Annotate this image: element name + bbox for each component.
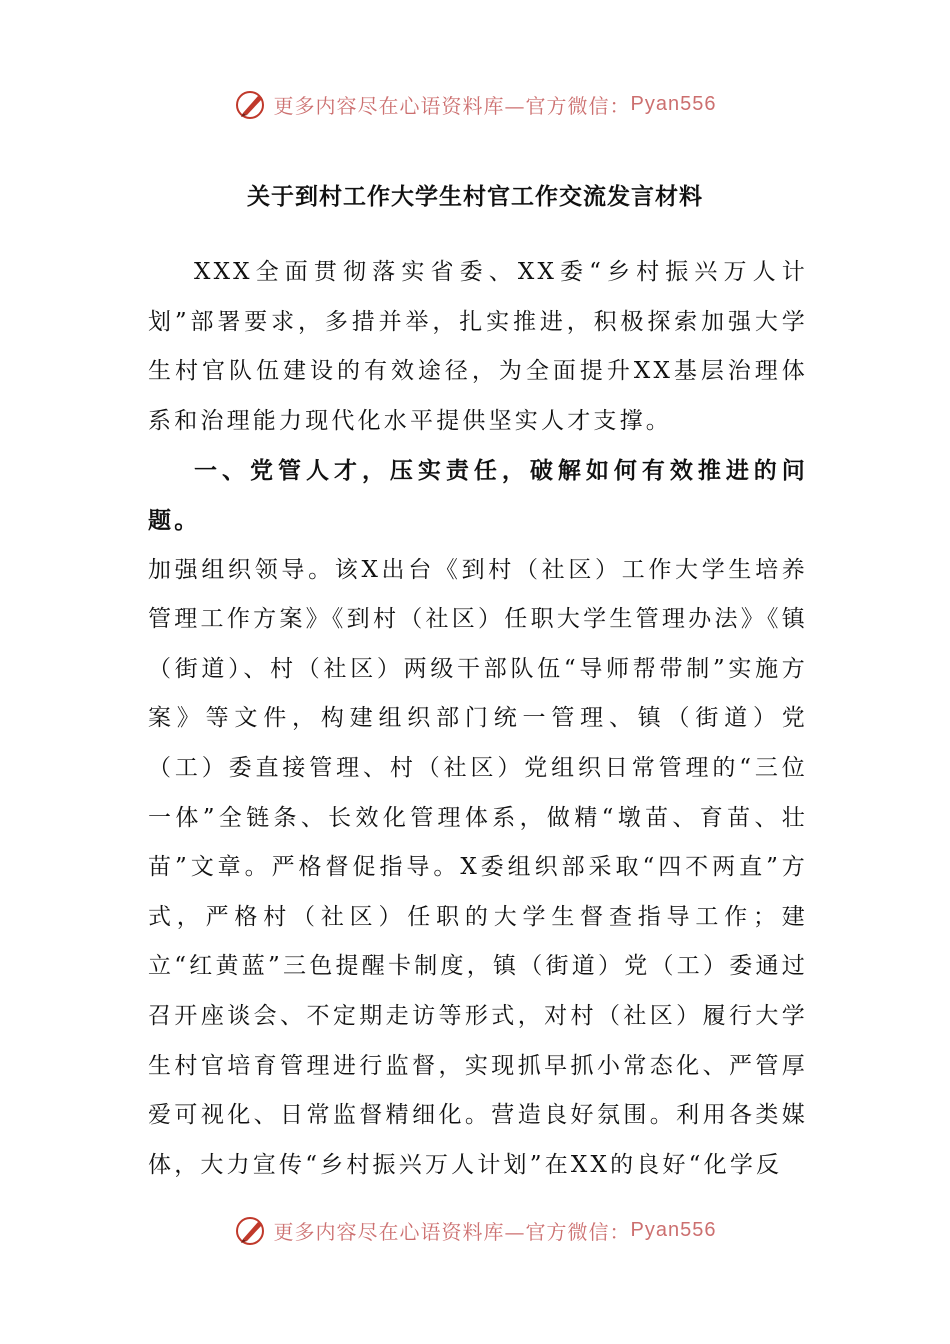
pen-logo-icon bbox=[234, 87, 268, 121]
pen-logo-icon bbox=[234, 1213, 268, 1247]
watermark-banner-bottom bbox=[0, 1210, 950, 1250]
watermark-text: 更多内容尽在心语资料库—官方微信： bbox=[273, 1219, 631, 1244]
watermark-text: 更多内容尽在心语资料库—官方微信： bbox=[273, 93, 631, 118]
watermark-wechat-id: Pyan556 bbox=[630, 92, 717, 115]
section-heading-1: 一、党管人才，压实责任，破解如何有效推进的问题。 bbox=[148, 457, 808, 534]
watermark-banner-top bbox=[0, 84, 950, 124]
watermark-wechat-id: Pyan556 bbox=[630, 1218, 717, 1241]
intro-paragraph: XXX全面贯彻落实省委、XX委“乡村振兴万人计划”部署要求，多措并举，扎实推进，积极探索加强大学生村官队伍建设的有效途径，为全面提升XX基层治理体系和治理能力现代化水平提供坚实人才支撑。 bbox=[148, 259, 808, 434]
section-1-paragraph: 加强组织领导。该X出台《到村（社区）工作大学生培养管理工作方案》《到村（社区）任职大学生管理办法》《镇（街道）、村（社区）两级干部队伍“导师帮带制”实施方案》等文件，构建组织部门统一管理、镇（街道）党（工）委直接管理、村（社区）党组织日常管理的“三位一体”全链条、长效化管理体系，做精“墩苗、育苗、壮苗”文章。严格督促指导。X委组织部采取“四不两直”方式，严格村（社区）任职的大学生督查指导工作；建立“红黄蓝”三色提醒卡制度，镇（街道）党（工）委通过召开座谈会、不定期走访等形式，对村（社区）履行大学生村官培育管理进行监督，实现抓早抓小常态化、严管厚爱可视化、日常监督精细化。营造良好氛围。利用各类媒体，大力宣传“乡村振兴万人计划”在XX的良好“化学反 bbox=[148, 556, 808, 1178]
document-body bbox=[148, 248, 808, 1190]
document-title: 关于到村工作大学生村官工作交流发言材料 bbox=[247, 183, 703, 210]
